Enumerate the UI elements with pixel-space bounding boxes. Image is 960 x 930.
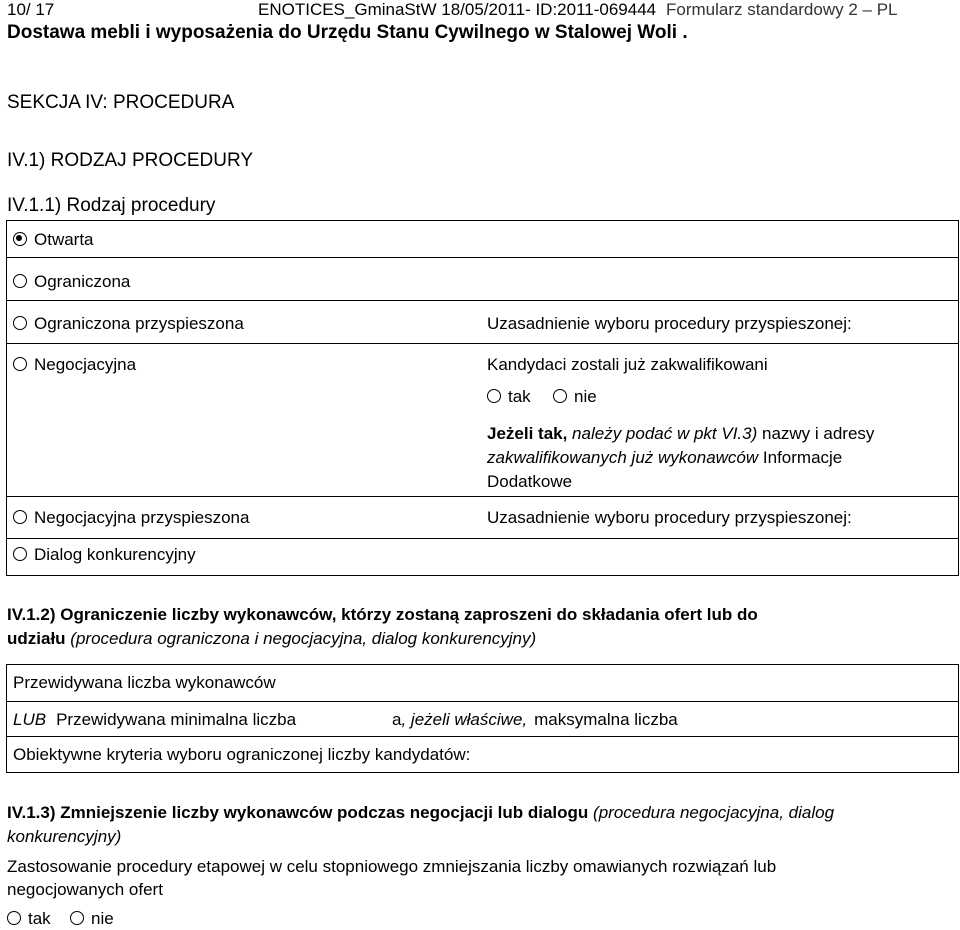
subsection-heading: IV.1) RODZAJ PROCEDURY [7,150,253,171]
jezeli-italic: należy podać w pkt VI.3) [567,424,758,443]
jezeli-note-line1 [487,424,874,444]
min-label: Przewidywana minimalna liczba [56,710,297,729]
option-label: nie [574,387,597,406]
jezeli-note-line3: Dodatkowe [487,472,573,491]
document-title: Dostawa mebli i wyposażenia do Urzędu Stanu Cywilnego w Stalowej Woli . [7,22,688,43]
limit-heading-bold: IV.1.2) Ograniczenie liczby wykonawców, którzy zostaną zaproszeni do składania ofert lub do [7,605,758,624]
option-label: Otwarta [34,230,94,249]
divider [6,257,959,258]
jezeli-bold: Jeżeli tak, [487,424,568,443]
uzasadnienie-label: Uzasadnienie wyboru procedury przyspieszonej: [487,314,852,333]
reduce-heading-italic: (procedura negocjacyjna, dialog [588,803,835,822]
min-max-row [13,710,296,730]
reduce-nie[interactable] [70,909,114,929]
option-dialog[interactable] [13,545,196,565]
lub-label: LUB [13,710,47,729]
a-label: a [392,710,402,729]
radio-icon[interactable] [13,274,27,288]
option-negocjacyjna-przyspieszona[interactable] [13,508,249,528]
jezeli-line2-rest: Informacje [758,448,843,467]
jezeli-wlasciwe: , jeżeli właściwe, [401,710,528,729]
max-row [392,710,678,730]
radio-icon[interactable] [487,389,501,403]
przewidywana-label: Przewidywana liczba wykonawców [13,673,276,692]
divider [6,300,959,301]
radio-icon[interactable] [13,316,27,330]
option-label: tak [508,387,531,406]
uzasadnienie-label-2: Uzasadnienie wyboru procedury przyspieszonej: [487,508,852,527]
radio-icon[interactable] [13,357,27,371]
kandydaci-label: Kandydaci zostali już zakwalifikowani [487,355,768,374]
radio-icon[interactable] [553,389,567,403]
option-label: Ograniczona przyspieszona [34,314,244,333]
reduce-tak[interactable] [7,909,51,929]
radio-checked-icon[interactable] [13,232,27,246]
divider [6,538,959,539]
divider [6,343,959,344]
option-label: Negocjacyjna [34,355,137,374]
option-label: Negocjacyjna przyspieszona [34,508,250,527]
divider [6,736,959,737]
option-label: Dialog konkurencyjny [34,545,196,564]
kandydaci-nie[interactable] [553,387,597,407]
reduce-text-line1: Zastosowanie procedury etapowej w celu stopniowego zmniejszania liczby omawianych rozwiązań lub [7,857,777,876]
max-label: maksymalna liczba [534,710,678,729]
option-label: tak [28,909,51,928]
radio-icon[interactable] [13,510,27,524]
jezeli-line2-italic: zakwalifikowanych już wykonawców [487,448,759,467]
reduce-heading-italic2: konkurencyjny) [7,827,122,846]
option-otwarta[interactable] [13,230,94,250]
divider [6,496,959,497]
jezeli-note-line2 [487,448,842,468]
page-number: 10/ 17 [7,0,55,19]
option-label: nie [91,909,114,928]
reduce-text-line2: negocjowanych ofert [7,880,163,899]
limit-heading-line1 [7,605,758,625]
kandydaci-tak[interactable] [487,387,531,407]
reduce-heading-line1 [7,803,834,823]
option-ograniczona-przyspieszona[interactable] [13,314,244,334]
limit-heading-line2 [7,629,536,649]
option-label: Ograniczona [34,272,131,291]
subsubsection-heading: IV.1.1) Rodzaj procedury [7,195,216,216]
kryteria-label: Obiektywne kryteria wyboru ograniczonej liczby kandydatów: [13,745,471,764]
reduce-heading-bold: IV.1.3) Zmniejszenie liczby wykonawców podczas negocjacji lub dialogu [7,803,589,822]
radio-icon[interactable] [13,547,27,561]
option-ograniczona[interactable] [13,272,130,292]
limit-heading-bold2: udziału [7,629,66,648]
radio-icon[interactable] [70,911,84,925]
option-negocjacyjna[interactable] [13,355,136,375]
notice-id: ENOTICES_GminaStW 18/05/2011- ID:2011-069444 [258,0,657,19]
limit-heading-italic: (procedura ograniczona i negocjacyjna, dialog konkurencyjny) [65,629,537,648]
form-name: Formularz standardowy 2 – PL [666,0,898,19]
divider [6,701,959,702]
reduce-heading-line2 [7,827,121,847]
jezeli-rest: nazwy i adresy [757,424,875,443]
radio-icon[interactable] [7,911,21,925]
section-heading: SEKCJA IV: PROCEDURA [7,92,235,113]
